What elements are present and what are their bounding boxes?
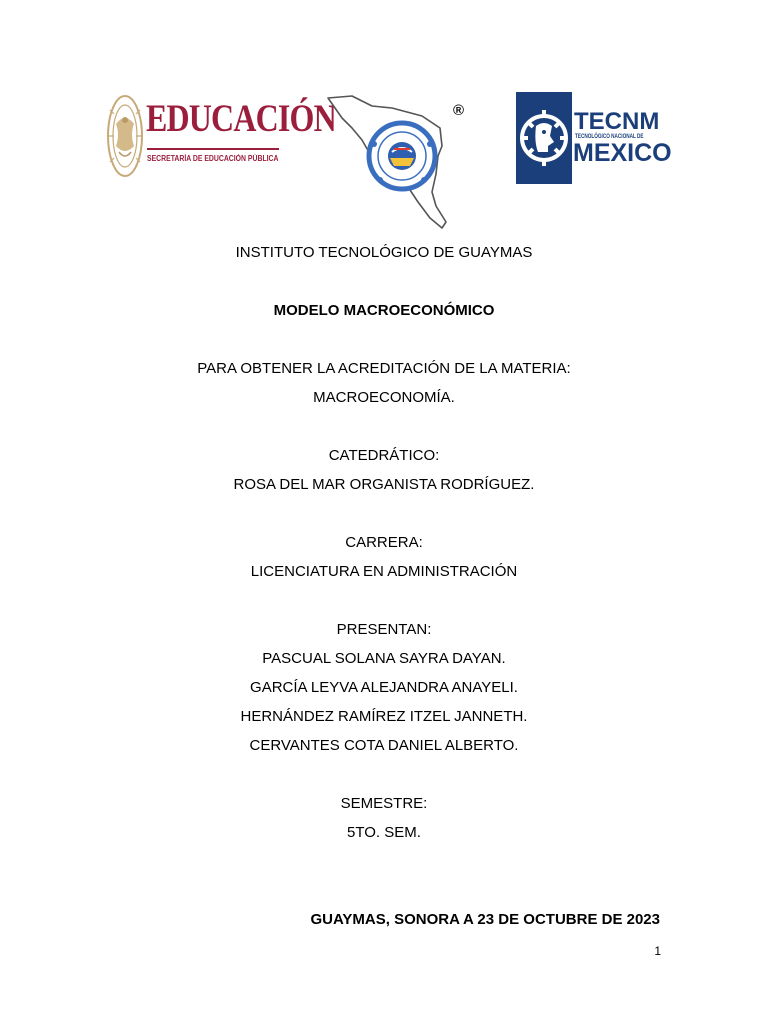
- semester-label: SEMESTRE:: [340, 795, 428, 812]
- sep-subtitle: SECRETARÍA DE EDUCACIÓN PÚBLICA: [147, 154, 279, 163]
- header-logos: [0, 86, 768, 236]
- professor-label: CATEDRÁTICO:: [328, 447, 440, 464]
- document-title: MODELO MACROECONÓMICO: [273, 302, 495, 319]
- career-name: LICENCIATURA EN ADMINISTRACIÓN: [250, 563, 518, 580]
- sep-divider: [147, 148, 279, 150]
- tecnm-country: MEXICO: [573, 139, 672, 167]
- presenter-name: HERNÁNDEZ RAMÍREZ ITZEL JANNETH.: [240, 708, 528, 725]
- tecnm-subtitle: TECNOLÓGICO NACIONAL DE: [575, 134, 644, 140]
- eagle-emblem-icon: [106, 90, 144, 182]
- page-number: 1: [654, 944, 661, 958]
- semester-value: 5TO. SEM.: [347, 824, 421, 841]
- tecnm-gear-profile-icon: [514, 92, 574, 184]
- professor-name: ROSA DEL MAR ORGANISTA RODRÍGUEZ.: [233, 476, 535, 493]
- presenter-name: PASCUAL SOLANA SAYRA DAYAN.: [262, 650, 506, 667]
- sep-wordmark: EDUCACIÓN: [146, 97, 336, 140]
- sep-logo: [106, 90, 336, 182]
- registered-mark: ®: [453, 102, 465, 119]
- presenter-name: CERVANTES COTA DANIEL ALBERTO.: [249, 737, 519, 754]
- place-and-date: GUAYMAS, SONORA A 23 DE OCTUBRE DE 2023: [310, 911, 660, 928]
- itg-sonora-map-logo: [322, 94, 472, 234]
- purpose-line-2: MACROECONOMÍA.: [313, 389, 455, 406]
- career-label: CARRERA:: [345, 534, 423, 551]
- tecnm-logo: [514, 92, 672, 184]
- presenters-label: PRESENTAN:: [336, 621, 432, 638]
- tecnm-acronym: TECNM: [574, 108, 660, 135]
- institution-name: INSTITUTO TECNOLÓGICO DE GUAYMAS: [235, 244, 533, 261]
- purpose-line-1: PARA OBTENER LA ACREDITACIÓN DE LA MATERIA:: [197, 360, 571, 377]
- presenter-name: GARCÍA LEYVA ALEJANDRA ANAYELI.: [250, 679, 518, 696]
